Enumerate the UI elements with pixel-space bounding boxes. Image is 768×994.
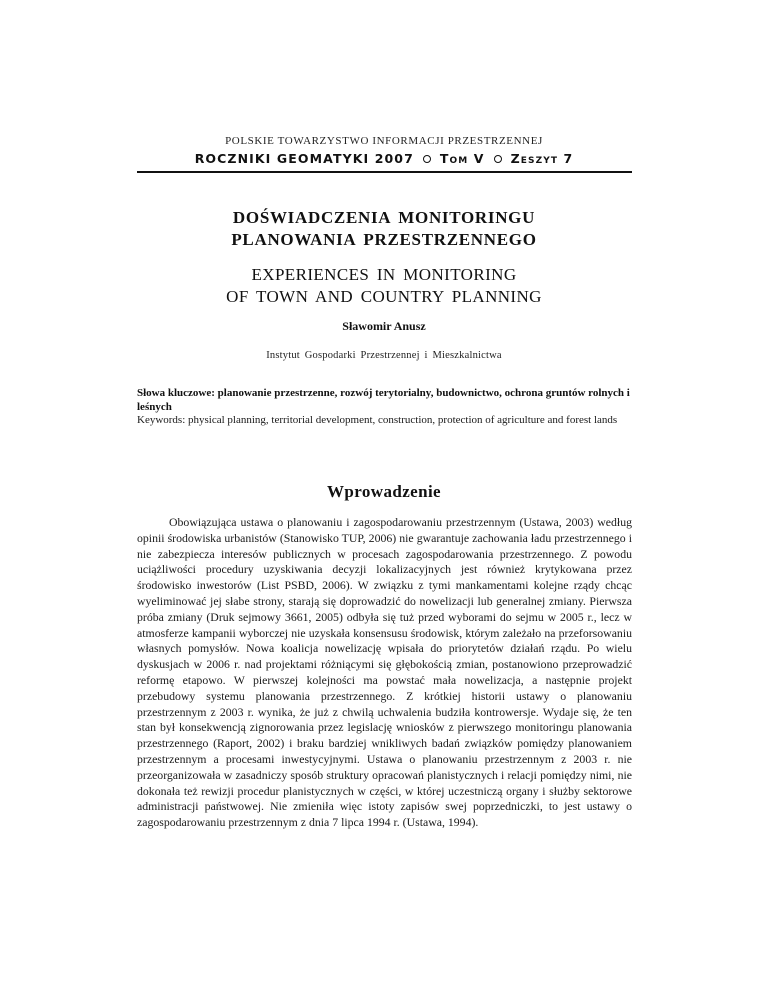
title-pl-line: DOŚWIADCZENIA MONITORINGU [232,208,536,227]
journal-name: ROCZNIKI GEOMATYKI 2007 [194,151,414,166]
circle-separator-icon [494,155,502,163]
keywords-en: Keywords: physical planning, territorial development, construction, protection of agriculture and forest lands [137,414,618,426]
keywords-pl: Słowa kluczowe: planowanie przestrzenne, rozwój terytorialny, budownictwo, ochrona gruntów rolnych i leśnych [137,387,630,413]
title-en-line: OF TOWN AND COUNTRY PLANNING [226,287,542,306]
article-title-en [135,264,633,308]
circle-separator-icon [423,155,431,163]
society-name: POLSKIE TOWARZYSTWO INFORMACJI PRZESTRZENNEJ [225,135,543,147]
title-en-line: EXPERIENCES IN MONITORING [251,265,517,284]
title-pl-line: PLANOWANIA PRZESTRZENNEGO [231,230,537,249]
header-divider [137,171,632,173]
journal-header [135,151,633,166]
section-heading: Wprowadzenie [326,482,442,501]
article-title-pl [135,207,633,251]
body-paragraph: Obowiązująca ustawa o planowaniu i zagospodarowaniu przestrzennym (Ustawa, 2003) według opinii środowiska urbanistów (Stanowisko TUP, 2006) nie gwarantuje zachowania ładu przestrzennego i nie zabezpiecza interesów publicznych w procesach zagospodarowania przestrzennego. Z powodu uciążliwości procedury uzyskiwania decyzji lokalizacyjnych jest również krytykowana przez środowisko inwestorów (List PSBD, 2006). W związku z tymi mankamentami kolejne rządy chcąc wyeliminować jej słabe strony, starają się doprowadzić do nowelizacji lub generalnej zmiany. Pierwsza próba zmiany (Druk sejmowy 3661, 2005) odbyła się tuż przed wyborami do sejmu w 2005 r., lecz w atmosferze kampanii wyborczej nie uzyskała konsensusu środowisk, którym zależało na przeforsowaniu własnych pomysłów. Nowa koalicja nowelizację wpisała do priorytetów działań rządu. Po wielu dyskusjach w 2006 r. nad projektami różniącymi się głębokością zmian, postanowiono przeprowadzić reformę etapowo. W pierwszej kolejności ma powstać mała nowelizacja, a następnie projekt przebudowy systemu planowania przestrzennego. Z krótkiej historii ustawy o planowaniu przestrzennym z 2003 r. wynika, że już z chwilą uchwalenia budziła kontrowersje. Wydaje się, że ten stan był konsekwencją zignorowania przez legislację wniosków z pierwszego monitoringu planowania przestrzennego (Raport, 2002) i braku bardziej wnikliwych badań związków pomiędzy planowaniem przestrzennym a procesami inwestycyjnymi. Ustawa o planowaniu przestrzennym z 2003 r. nie przeorganizowała w zasadniczy sposób struktury opracowań planistycznych i relacji pomiędzy nimi, nie dokonała też rewizji procedur planistycznych w części, w której uczestniczą organy i służby sektorowe administracji państwowej. Nie zmieniła więc istoty zapisów swej poprzedniczki, to jest ustawy o zagospodarowaniu przestrzennym z dnia 7 lipca 1994 r. (Ustawa, 1994). [137,515,632,830]
journal-volume: Tom V [439,151,485,166]
author-affiliation: Instytut Gospodarki Przestrzennej i Mieszkalnictwa [266,350,502,361]
author-name: Sławomir Anusz [342,319,426,333]
journal-issue: Zeszyt 7 [510,151,574,166]
